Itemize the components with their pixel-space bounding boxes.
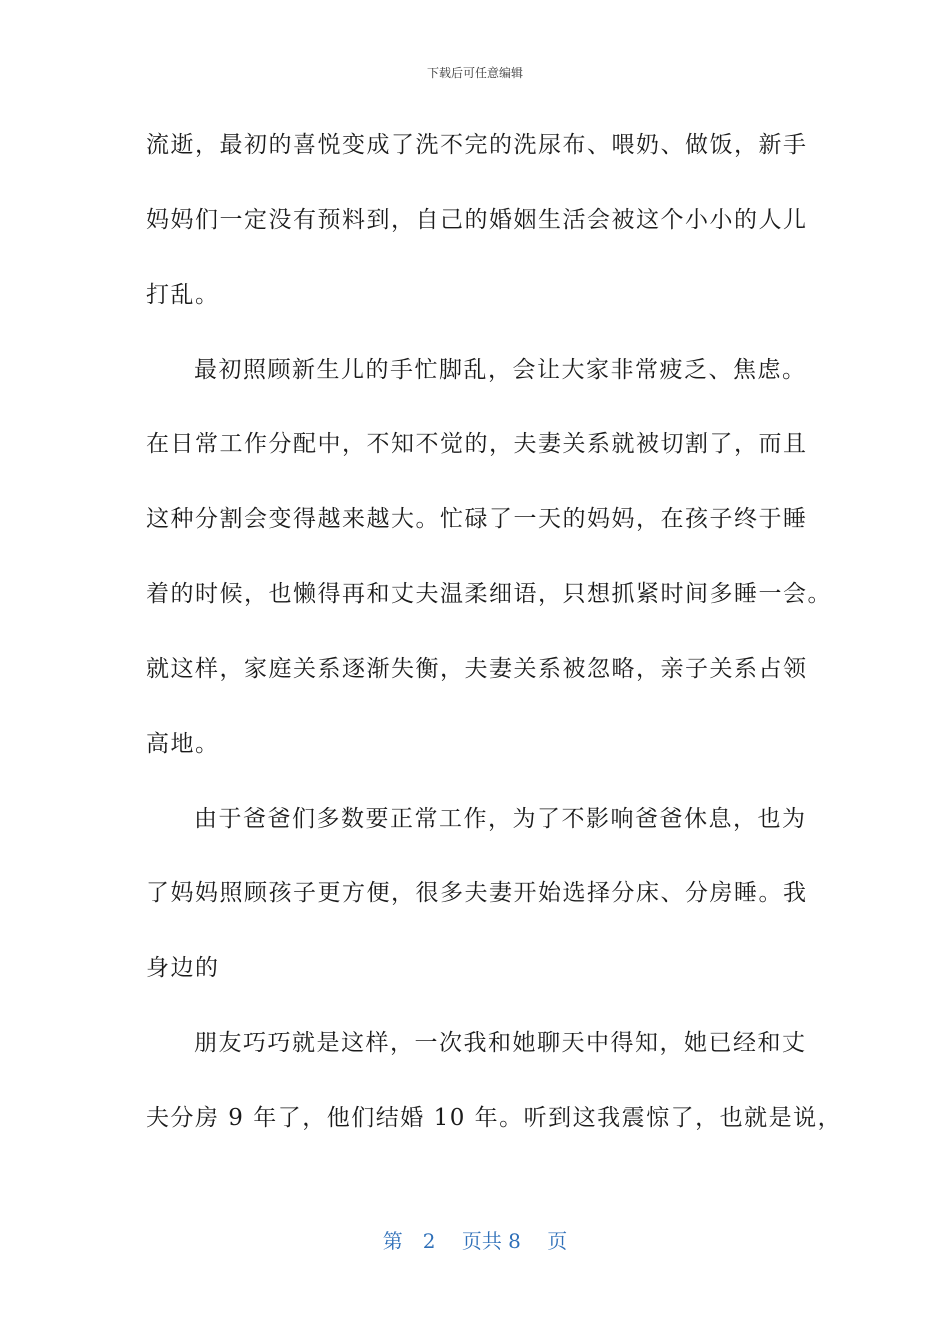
text-line: 了妈妈照顾孩子更方便，很多夫妻开始选择分床、分房睡。我 <box>146 880 808 906</box>
text-line: 高地。 <box>146 731 220 757</box>
text-line: 由于爸爸们多数要正常工作，为了不影响爸爸休息，也为 <box>194 806 807 832</box>
text-line: 朋友巧巧就是这样，一次我和她聊天中得知，她已经和丈 <box>194 1030 807 1056</box>
text-line: 着的时候，也懒得再和丈夫温柔细语，只想抓紧时间多睡一会。 <box>146 581 832 607</box>
text-line: 这种分割会变得越来越大。忙碌了一天的妈妈，在孩子终于睡 <box>146 506 808 532</box>
text-line: 最初照顾新生儿的手忙脚乱，会让大家非常疲乏、焦虑。 <box>194 357 807 383</box>
text-line: 夫分房 9 年了，他们结婚 10 年。听到这我震惊了，也就是说， <box>146 1105 843 1131</box>
text-line: 流逝，最初的喜悦变成了洗不完的洗尿布、喂奶、做饭，新手 <box>146 132 808 158</box>
text-line: 在日常工作分配中，不知不觉的，夫妻关系就被切割了，而且 <box>146 431 808 457</box>
text-line: 妈妈们一定没有预料到，自己的婚姻生活会被这个小小的人儿 <box>146 207 808 233</box>
page-number-footer: 第 2 页共 8 页 <box>382 1229 568 1253</box>
text-line: 就这样，家庭关系逐渐失衡，夫妻关系被忽略，亲子关系占领 <box>146 656 808 682</box>
text-line: 打乱。 <box>146 282 220 308</box>
page-header: 下载后可任意编辑 <box>426 66 523 80</box>
text-line: 身边的 <box>146 955 220 981</box>
